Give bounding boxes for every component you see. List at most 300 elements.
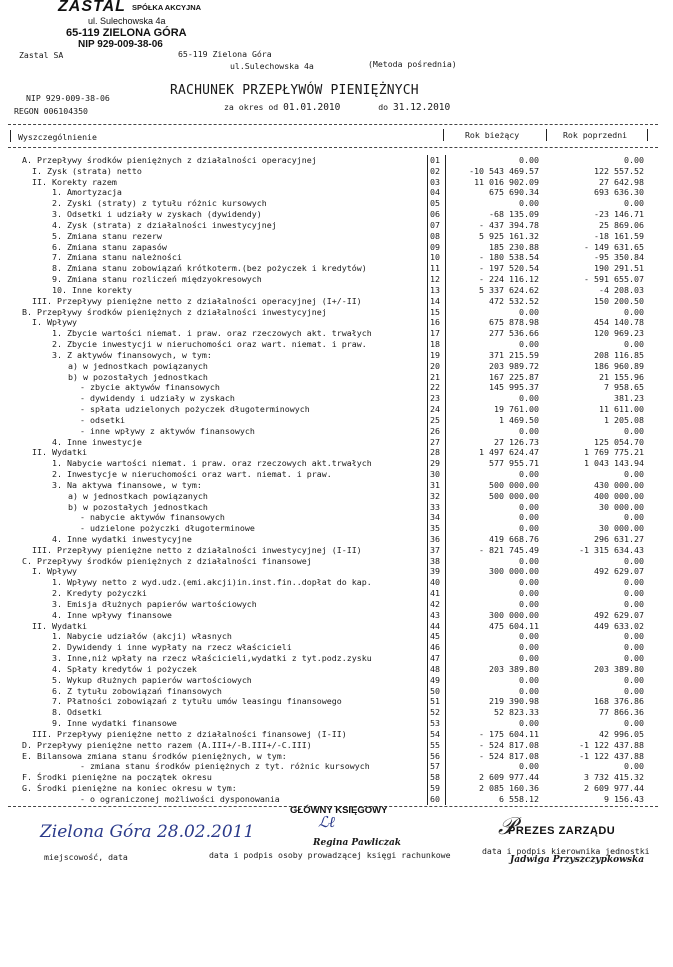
row-label: a) w jednostkach powiązanych	[68, 360, 208, 371]
accountant-signature: ℒℓ	[318, 813, 336, 831]
row-number: 27	[430, 436, 440, 447]
previous-year-value: 0.00	[624, 577, 644, 588]
current-year-value: 0.00	[519, 685, 539, 696]
accountant-name: Regina Pawliczak	[313, 838, 402, 848]
header-divider-left	[10, 130, 11, 142]
current-year-value: 11 016 902.09	[474, 176, 539, 187]
company-stamp-street: ul. Sulechowska 4a	[88, 16, 166, 26]
table-row	[0, 729, 673, 740]
header-divider-2	[546, 129, 547, 141]
table-row	[0, 523, 673, 534]
row-number: 57	[430, 761, 440, 772]
previous-year-value: 168 376.86	[594, 696, 644, 707]
table-row	[0, 372, 673, 383]
row-label: II. Wydatki	[32, 620, 87, 631]
current-year-value: 0.00	[519, 631, 539, 642]
row-number: 11	[430, 263, 440, 274]
current-year-value: 0.00	[519, 198, 539, 209]
row-number: 13	[430, 284, 440, 295]
current-year-value: 0.00	[519, 512, 539, 523]
table-row	[0, 502, 673, 513]
table-row	[0, 621, 673, 632]
row-number: 48	[430, 663, 440, 674]
row-number: 53	[430, 718, 440, 729]
row-number: 18	[430, 339, 440, 350]
current-year-value: 0.00	[519, 469, 539, 480]
current-year-value: -10 543 469.57	[469, 165, 539, 176]
row-number: 59	[430, 783, 440, 794]
row-number: 60	[430, 793, 440, 804]
period-from: 01.01.2010	[283, 102, 341, 113]
row-label: 3. Z aktywów finansowych, w tym:	[52, 349, 212, 360]
table-top-rule	[8, 124, 658, 125]
row-label: - o ograniczonej możliwości dysponowania	[80, 793, 280, 804]
previous-year-value: 150 200.50	[594, 295, 644, 306]
table-row	[0, 263, 673, 274]
entity-street: ul.Sulechowska 4a	[230, 61, 314, 71]
current-year-value: 0.00	[519, 425, 539, 436]
period-to: 31.12.2010	[393, 102, 451, 113]
table-row	[0, 155, 673, 166]
current-year-value: 185 230.88	[489, 241, 539, 252]
table-row	[0, 783, 673, 794]
previous-year-value: 0.00	[624, 198, 644, 209]
row-number: 21	[430, 371, 440, 382]
row-number: 37	[430, 544, 440, 555]
row-label: - spłata udzielonych pożyczek długoterminowych	[80, 404, 310, 415]
row-number: 55	[430, 739, 440, 750]
current-year-value: 577 955.71	[489, 458, 539, 469]
previous-year-value: 7 958.65	[604, 382, 644, 393]
row-number: 47	[430, 653, 440, 664]
previous-year-value: -18 161.59	[594, 230, 644, 241]
previous-year-value: 0.00	[624, 653, 644, 664]
row-number: 09	[430, 241, 440, 252]
current-year-value: 277 536.66	[489, 328, 539, 339]
previous-year-value: 1 769 775.21	[584, 447, 644, 458]
row-number: 07	[430, 219, 440, 230]
column-header-description: Wyszczególnienie	[18, 132, 97, 142]
previous-year-value: 27 642.98	[599, 176, 644, 187]
board-stamp: PREZES ZARZĄDU	[508, 825, 616, 837]
previous-year-value: 0.00	[624, 306, 644, 317]
row-label: 6. Z tytułu zobowiązań finansowych	[52, 685, 222, 696]
board-signature: 𝒫	[498, 812, 516, 840]
row-label: - odsetki	[80, 414, 125, 425]
row-number: 33	[430, 501, 440, 512]
row-number: 04	[430, 187, 440, 198]
current-year-value: 219 390.98	[489, 696, 539, 707]
row-label: 3. Emisja dłużnych papierów wartościowych	[52, 598, 257, 609]
current-year-value: 0.00	[519, 339, 539, 350]
current-year-value: 0.00	[519, 393, 539, 404]
table-row	[0, 339, 673, 350]
row-number: 46	[430, 642, 440, 653]
current-year-value: - 524 817.08	[479, 739, 539, 750]
previous-year-value: 492 629.07	[594, 609, 644, 620]
table-row	[0, 404, 673, 415]
row-number: 02	[430, 165, 440, 176]
table-row	[0, 437, 673, 448]
table-row	[0, 534, 673, 545]
period-prefix: za okres od	[224, 102, 279, 112]
table-row	[0, 220, 673, 231]
previous-year-value: 0.00	[624, 512, 644, 523]
table-row	[0, 274, 673, 285]
row-label: - inne wpływy z aktywów finansowych	[80, 425, 255, 436]
row-number: 08	[430, 230, 440, 241]
current-year-value: 0.00	[519, 523, 539, 534]
previous-year-value: 296 631.27	[594, 533, 644, 544]
table-row	[0, 187, 673, 198]
previous-year-value: 0.00	[624, 555, 644, 566]
current-year-value: 0.00	[519, 306, 539, 317]
current-year-value: 472 532.52	[489, 295, 539, 306]
row-label: 4. Inne inwestycje	[52, 436, 142, 447]
previous-year-value: 0.00	[624, 155, 644, 165]
table-row	[0, 285, 673, 296]
row-number: 03	[430, 176, 440, 187]
row-label: 3. Odsetki i udziały w zyskach (dywidendy)	[52, 209, 262, 220]
current-year-value: 419 668.76	[489, 533, 539, 544]
row-label: b) w pozostałych jednostkach	[68, 371, 208, 382]
table-row	[0, 631, 673, 642]
previous-year-value: 25 869.06	[599, 219, 644, 230]
board-name: Jadwiga Przyszczypkowska	[510, 855, 645, 865]
row-number: 50	[430, 685, 440, 696]
previous-year-value: 120 969.23	[594, 328, 644, 339]
table-row	[0, 772, 673, 783]
table-row	[0, 718, 673, 729]
current-year-value: -68 135.09	[489, 209, 539, 220]
table-row	[0, 242, 673, 253]
row-number: 06	[430, 209, 440, 220]
row-number: 19	[430, 349, 440, 360]
current-year-value: 300 000.00	[489, 566, 539, 577]
current-year-value: 0.00	[519, 577, 539, 588]
previous-year-value: 42 996.05	[599, 728, 644, 739]
table-row	[0, 675, 673, 686]
row-label: 7. Zmiana stanu należności	[52, 252, 182, 263]
row-number: 16	[430, 317, 440, 328]
row-number: 31	[430, 479, 440, 490]
accountant-stamp: GŁÓWNY KSIĘGOWY	[290, 805, 388, 816]
current-year-value: - 821 745.49	[479, 544, 539, 555]
row-number: 44	[430, 620, 440, 631]
current-year-value: - 524 817.08	[479, 750, 539, 761]
current-year-value: 475 604.11	[489, 620, 539, 631]
row-number: 41	[430, 588, 440, 599]
table-row	[0, 751, 673, 762]
row-label: I. Wpływy	[32, 566, 77, 577]
table-row	[0, 599, 673, 610]
row-number: 52	[430, 707, 440, 718]
previous-year-value: 381.23	[614, 393, 644, 404]
row-label: 8. Odsetki	[52, 707, 102, 718]
header-divider-right	[647, 129, 648, 141]
table-row	[0, 231, 673, 242]
current-year-value: 203 989.72	[489, 360, 539, 371]
previous-year-value: 9 156.43	[604, 793, 644, 804]
current-year-value: 371 215.59	[489, 349, 539, 360]
current-year-value: 675 690.34	[489, 187, 539, 198]
previous-year-value: 125 054.70	[594, 436, 644, 447]
current-year-value: - 180 538.54	[479, 252, 539, 263]
current-year-value: 0.00	[519, 761, 539, 772]
current-year-value: - 224 116.12	[479, 274, 539, 285]
row-number: 45	[430, 631, 440, 642]
current-year-value: 145 995.37	[489, 382, 539, 393]
table-row	[0, 426, 673, 437]
row-label: 9. Zmiana stanu rozliczeń międzyokresowych	[52, 274, 262, 285]
table-row	[0, 447, 673, 458]
row-number: 23	[430, 393, 440, 404]
table-row	[0, 642, 673, 653]
table-row	[0, 328, 673, 339]
row-number: 54	[430, 728, 440, 739]
table-row	[0, 588, 673, 599]
row-label: b) w pozostałych jednostkach	[68, 501, 208, 512]
table-row	[0, 317, 673, 328]
current-year-value: 0.00	[519, 155, 539, 165]
previous-year-value: 208 116.85	[594, 349, 644, 360]
row-label: F. Środki pieniężne na początek okresu	[22, 772, 212, 783]
row-label: 4. Zysk (strata) z działalności inwestycyjnej	[52, 219, 277, 230]
table-row	[0, 296, 673, 307]
row-label: 7. Płatności zobowiązań z tytułu umów leasingu finansowego	[52, 696, 342, 707]
previous-year-value: 190 291.51	[594, 263, 644, 274]
row-number: 36	[430, 533, 440, 544]
current-year-value: 203 389.80	[489, 663, 539, 674]
row-number: 12	[430, 274, 440, 285]
row-label: 4. Spłaty kredytów i pożyczek	[52, 663, 197, 674]
row-number: 05	[430, 198, 440, 209]
current-year-value: 5 337 624.62	[479, 284, 539, 295]
entity-name: Zastal SA	[19, 50, 64, 60]
previous-year-value: 0.00	[624, 631, 644, 642]
table-row	[0, 686, 673, 697]
row-number: 40	[430, 577, 440, 588]
previous-year-value: 0.00	[624, 642, 644, 653]
previous-year-value: 430 000.00	[594, 479, 644, 490]
table-row	[0, 166, 673, 177]
row-label: 5. Wykup dłużnych papierów wartościowych	[52, 674, 252, 685]
document-title: RACHUNEK PRZEPŁYWÓW PIENIĘŻNYCH	[170, 83, 419, 98]
row-number: 43	[430, 609, 440, 620]
row-number: 38	[430, 555, 440, 566]
previous-year-value: 3 732 415.32	[584, 772, 644, 783]
previous-year-value: 693 636.30	[594, 187, 644, 198]
current-year-value: 0.00	[519, 718, 539, 729]
current-year-value: - 437 394.78	[479, 219, 539, 230]
previous-year-value: 492 629.07	[594, 566, 644, 577]
row-label: E. Bilansowa zmiana stanu środków pieniężnych, w tym:	[22, 750, 287, 761]
table-row	[0, 198, 673, 209]
table-row	[0, 491, 673, 502]
row-number: 10	[430, 252, 440, 263]
previous-year-value: 122 557.52	[594, 165, 644, 176]
company-stamp-nip: NIP 929-009-38-06	[78, 39, 163, 50]
previous-year-value: 0.00	[624, 339, 644, 350]
board-caption: data i podpis kierownika jednostki	[482, 846, 650, 856]
table-row	[0, 794, 673, 805]
table-row	[0, 556, 673, 567]
row-number: 15	[430, 306, 440, 317]
row-number: 28	[430, 447, 440, 458]
current-year-value: 0.00	[519, 674, 539, 685]
previous-year-value: 400 000.00	[594, 490, 644, 501]
previous-year-value: - 149 631.65	[584, 241, 644, 252]
table-row	[0, 415, 673, 426]
row-number: 58	[430, 772, 440, 783]
column-header-previous-year: Rok poprzedni	[563, 130, 628, 140]
header-divider-1	[443, 129, 444, 141]
previous-year-value: 30 000.00	[599, 501, 644, 512]
table-row	[0, 707, 673, 718]
table-row	[0, 610, 673, 621]
previous-year-value: 77 866.36	[599, 707, 644, 718]
current-year-value: 675 878.98	[489, 317, 539, 328]
entity-nip: NIP 929-009-38-06	[26, 93, 110, 103]
table-header-rule	[8, 147, 658, 148]
row-number: 20	[430, 360, 440, 371]
previous-year-value: 203 389.80	[594, 663, 644, 674]
current-year-value: 19 761.00	[494, 404, 539, 415]
table-row	[0, 382, 673, 393]
table-row	[0, 566, 673, 577]
row-label: I. Zysk (strata) netto	[32, 165, 142, 176]
current-year-value: - 175 604.11	[479, 728, 539, 739]
company-stamp-city: 65-119 ZIELONA GÓRA	[66, 27, 187, 39]
previous-year-value: 0.00	[624, 674, 644, 685]
table-row	[0, 740, 673, 751]
row-label: III. Przepływy pieniężne netto z działalności operacyjnej (I+/-II)	[32, 295, 362, 306]
current-year-value: 0.00	[519, 598, 539, 609]
row-number: 34	[430, 512, 440, 523]
row-number: 35	[430, 523, 440, 534]
previous-year-value: - 591 655.07	[584, 274, 644, 285]
row-label: - zmiana stanu środków pieniężnych z tyt. różnic kursowych	[80, 761, 370, 772]
row-label: a) w jednostkach powiązanych	[68, 490, 208, 501]
cash-flow-table	[0, 155, 673, 805]
method-note: (Metoda pośrednia)	[368, 59, 457, 69]
table-row	[0, 361, 673, 372]
table-row	[0, 653, 673, 664]
table-row	[0, 696, 673, 707]
previous-year-value: 186 960.89	[594, 360, 644, 371]
row-number: 14	[430, 295, 440, 306]
row-label: C. Przepływy środków pieniężnych z działalności finansowej	[22, 555, 312, 566]
current-year-value: 300 000.00	[489, 609, 539, 620]
row-number: 42	[430, 598, 440, 609]
row-label: 2. Inwestycje w nieruchomości oraz wart. niemat. i praw.	[52, 469, 332, 480]
row-number: 17	[430, 328, 440, 339]
current-year-value: 0.00	[519, 501, 539, 512]
table-row	[0, 252, 673, 263]
previous-year-value: 0.00	[624, 685, 644, 696]
row-label: I. Wpływy	[32, 317, 77, 328]
current-year-value: 5 925 161.32	[479, 230, 539, 241]
row-number: 32	[430, 490, 440, 501]
row-label: 1. Wpływy netto z wyd.udz.(emi.akcji)in.inst.fin..dopłat do kap.	[52, 577, 372, 588]
current-year-value: 2 085 160.36	[479, 783, 539, 794]
previous-year-value: 11 611.00	[599, 404, 644, 415]
row-label: 6. Zmiana stanu zapasów	[52, 241, 167, 252]
row-label: D. Przepływy pieniężne netto razem (A.III+/-B.III+/-C.III)	[22, 739, 312, 750]
previous-year-value: 30 000.00	[599, 523, 644, 534]
row-number: 39	[430, 566, 440, 577]
previous-year-value: 454 140.78	[594, 317, 644, 328]
previous-year-value: 449 633.02	[594, 620, 644, 631]
row-label: - dywidendy i udziały w zyskach	[80, 393, 235, 404]
entity-city: 65-119 Zielona Góra	[178, 49, 272, 59]
row-number: 01	[430, 155, 440, 165]
row-label: 9. Inne wydatki finansowe	[52, 718, 177, 729]
period-to-prefix: do	[378, 102, 389, 112]
current-year-value: 6 558.12	[499, 793, 539, 804]
current-year-value: 1 469.50	[499, 414, 539, 425]
previous-year-value: 21 155.96	[599, 371, 644, 382]
current-year-value: 0.00	[519, 653, 539, 664]
current-year-value: - 197 520.54	[479, 263, 539, 274]
row-label: 3. Na aktywa finansowe, w tym:	[52, 479, 202, 490]
previous-year-value: 0.00	[624, 718, 644, 729]
row-label: 3. Inne,niż wpłaty na rzecz właścicieli,wydatki z tyt.podz.zysku	[52, 653, 372, 664]
current-year-value: 0.00	[519, 588, 539, 599]
previous-year-value: 1 043 143.94	[584, 458, 644, 469]
row-label: 8. Zmiana stanu zobowiązań krótkoterm.(bez pożyczek i kredytów)	[52, 263, 367, 274]
row-label: 1. Zbycie wartości niemat. i praw. oraz rzeczowych akt. trwałych	[52, 328, 372, 339]
row-number: 26	[430, 425, 440, 436]
table-row	[0, 480, 673, 491]
company-stamp-type: SPÓŁKA AKCYJNA	[132, 3, 202, 12]
previous-year-value: 0.00	[624, 598, 644, 609]
previous-year-value: 0.00	[624, 761, 644, 772]
table-row	[0, 393, 673, 404]
table-row	[0, 209, 673, 220]
table-row	[0, 469, 673, 480]
row-number: 51	[430, 696, 440, 707]
place-date-handwritten: Zielona Góra 28.02.2011	[40, 822, 255, 842]
previous-year-value: 2 609 977.44	[584, 783, 644, 794]
row-label: 1. Amortyzacja	[52, 187, 122, 198]
row-number: 22	[430, 382, 440, 393]
row-label: B. Przepływy środków pieniężnych z działalności inwestycyjnej	[22, 306, 327, 317]
row-label: 2. Zbycie inwestycji w nieruchomości oraz wart. niemat. i praw.	[52, 339, 367, 350]
current-year-value: 0.00	[519, 642, 539, 653]
table-row	[0, 350, 673, 361]
previous-year-value: 1 205.08	[604, 414, 644, 425]
place-date-caption: miejscowość, data	[44, 852, 128, 862]
previous-year-value: -1 122 437.88	[579, 750, 644, 761]
row-label: 4. Inne wydatki inwestycyjne	[52, 533, 192, 544]
previous-year-value: -95 350.84	[594, 252, 644, 263]
table-row	[0, 307, 673, 318]
previous-year-value: 0.00	[624, 425, 644, 436]
row-label: III. Przepływy pieniężne netto z działalności finansowej (I-II)	[32, 728, 347, 739]
row-label: - nabycie aktywów finansowych	[80, 512, 225, 523]
previous-year-value: -4 208.03	[599, 284, 644, 295]
table-row	[0, 577, 673, 588]
current-year-value: 0.00	[519, 555, 539, 566]
current-year-value: 27 126.73	[494, 436, 539, 447]
row-label: 5. Zmiana stanu rezerw	[52, 230, 162, 241]
company-stamp-name: ZASTAL	[58, 0, 126, 15]
row-number: 49	[430, 674, 440, 685]
table-row	[0, 761, 673, 772]
row-number: 25	[430, 414, 440, 425]
row-label: 1. Nabycie udziałów (akcji) własnych	[52, 631, 232, 642]
